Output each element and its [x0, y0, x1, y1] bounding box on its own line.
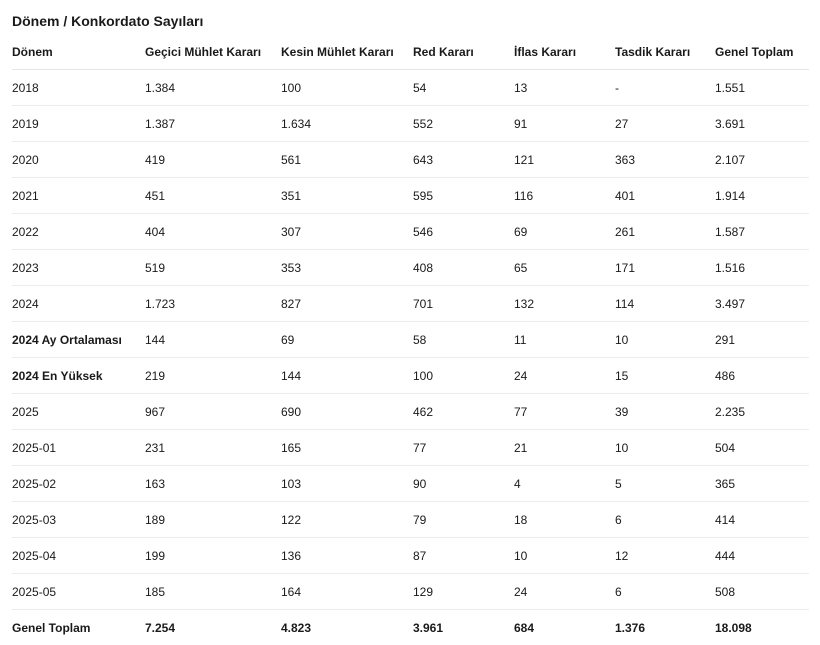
cell-red: 462 — [413, 394, 514, 430]
cell-gecici-muhlet: 231 — [145, 430, 281, 466]
cell-red: 77 — [413, 430, 514, 466]
cell-tasdik: 27 — [615, 106, 715, 142]
cell-gecici-muhlet: 189 — [145, 502, 281, 538]
cell-genel-toplam: 1.587 — [715, 214, 809, 250]
page-title: Dönem / Konkordato Sayıları — [12, 13, 203, 29]
cell-kesin-muhlet: 1.634 — [281, 106, 413, 142]
cell-genel-toplam: 3.497 — [715, 286, 809, 322]
cell-gecici-muhlet: 163 — [145, 466, 281, 502]
cell-donem: 2020 — [12, 142, 145, 178]
table-row — [12, 466, 809, 502]
total-cell-iflas: 684 — [514, 610, 615, 645]
cell-gecici-muhlet: 967 — [145, 394, 281, 430]
cell-genel-toplam: 504 — [715, 430, 809, 466]
header-gecici-muhlet: Geçici Mühlet Kararı — [145, 35, 281, 70]
table-body — [12, 70, 809, 645]
table-row — [12, 430, 809, 466]
cell-iflas: 13 — [514, 70, 615, 106]
cell-tasdik: 10 — [615, 322, 715, 358]
konkordato-table — [12, 35, 809, 645]
cell-tasdik: - — [615, 70, 715, 106]
cell-genel-toplam: 444 — [715, 538, 809, 574]
table-row — [12, 250, 809, 286]
cell-kesin-muhlet: 164 — [281, 574, 413, 610]
cell-iflas: 65 — [514, 250, 615, 286]
cell-kesin-muhlet: 353 — [281, 250, 413, 286]
table-row — [12, 142, 809, 178]
header-donem: Dönem — [12, 35, 145, 70]
cell-red: 595 — [413, 178, 514, 214]
cell-gecici-muhlet: 144 — [145, 322, 281, 358]
cell-iflas: 18 — [514, 502, 615, 538]
cell-genel-toplam: 291 — [715, 322, 809, 358]
cell-iflas: 10 — [514, 538, 615, 574]
cell-tasdik: 363 — [615, 142, 715, 178]
cell-kesin-muhlet: 307 — [281, 214, 413, 250]
cell-tasdik: 171 — [615, 250, 715, 286]
cell-tasdik: 6 — [615, 502, 715, 538]
cell-kesin-muhlet: 827 — [281, 286, 413, 322]
cell-tasdik: 10 — [615, 430, 715, 466]
total-row — [12, 610, 809, 645]
table-row — [12, 358, 809, 394]
cell-kesin-muhlet: 69 — [281, 322, 413, 358]
header-genel-toplam: Genel Toplam — [715, 35, 809, 70]
cell-iflas: 11 — [514, 322, 615, 358]
cell-gecici-muhlet: 519 — [145, 250, 281, 286]
cell-donem: 2024 En Yüksek — [12, 358, 145, 394]
cell-donem: 2025 — [12, 394, 145, 430]
table-row — [12, 178, 809, 214]
cell-gecici-muhlet: 451 — [145, 178, 281, 214]
cell-genel-toplam: 508 — [715, 574, 809, 610]
cell-donem: 2025-05 — [12, 574, 145, 610]
cell-iflas: 121 — [514, 142, 615, 178]
cell-red: 90 — [413, 466, 514, 502]
cell-tasdik: 5 — [615, 466, 715, 502]
cell-iflas: 4 — [514, 466, 615, 502]
cell-kesin-muhlet: 103 — [281, 466, 413, 502]
total-cell-kesin-muhlet: 4.823 — [281, 610, 413, 645]
cell-donem: 2025-02 — [12, 466, 145, 502]
cell-red: 129 — [413, 574, 514, 610]
cell-donem: 2023 — [12, 250, 145, 286]
cell-gecici-muhlet: 419 — [145, 142, 281, 178]
cell-red: 701 — [413, 286, 514, 322]
cell-gecici-muhlet: 404 — [145, 214, 281, 250]
table-row — [12, 574, 809, 610]
cell-tasdik: 15 — [615, 358, 715, 394]
header-red: Red Kararı — [413, 35, 514, 70]
cell-gecici-muhlet: 185 — [145, 574, 281, 610]
header-iflas: İflas Kararı — [514, 35, 615, 70]
table-row — [12, 286, 809, 322]
cell-donem: 2021 — [12, 178, 145, 214]
cell-donem: 2024 Ay Ortalaması — [12, 322, 145, 358]
cell-tasdik: 261 — [615, 214, 715, 250]
cell-gecici-muhlet: 1.387 — [145, 106, 281, 142]
cell-tasdik: 401 — [615, 178, 715, 214]
cell-iflas: 24 — [514, 358, 615, 394]
cell-iflas: 132 — [514, 286, 615, 322]
cell-donem: 2024 — [12, 286, 145, 322]
cell-tasdik: 114 — [615, 286, 715, 322]
cell-gecici-muhlet: 1.384 — [145, 70, 281, 106]
cell-iflas: 77 — [514, 394, 615, 430]
cell-iflas: 69 — [514, 214, 615, 250]
table-row — [12, 394, 809, 430]
cell-tasdik: 6 — [615, 574, 715, 610]
cell-kesin-muhlet: 561 — [281, 142, 413, 178]
cell-kesin-muhlet: 136 — [281, 538, 413, 574]
total-cell-red: 3.961 — [413, 610, 514, 645]
cell-genel-toplam: 486 — [715, 358, 809, 394]
cell-genel-toplam: 1.914 — [715, 178, 809, 214]
cell-red: 54 — [413, 70, 514, 106]
cell-tasdik: 39 — [615, 394, 715, 430]
total-cell-genel-toplam: 18.098 — [715, 610, 809, 645]
cell-genel-toplam: 2.107 — [715, 142, 809, 178]
table-row — [12, 70, 809, 106]
cell-red: 408 — [413, 250, 514, 286]
cell-red: 100 — [413, 358, 514, 394]
cell-kesin-muhlet: 690 — [281, 394, 413, 430]
table-row — [12, 322, 809, 358]
cell-red: 79 — [413, 502, 514, 538]
cell-iflas: 91 — [514, 106, 615, 142]
cell-genel-toplam: 3.691 — [715, 106, 809, 142]
cell-genel-toplam: 365 — [715, 466, 809, 502]
cell-kesin-muhlet: 122 — [281, 502, 413, 538]
cell-red: 643 — [413, 142, 514, 178]
cell-donem: 2025-04 — [12, 538, 145, 574]
cell-genel-toplam: 2.235 — [715, 394, 809, 430]
cell-donem: 2019 — [12, 106, 145, 142]
cell-kesin-muhlet: 165 — [281, 430, 413, 466]
cell-gecici-muhlet: 199 — [145, 538, 281, 574]
cell-gecici-muhlet: 1.723 — [145, 286, 281, 322]
cell-iflas: 24 — [514, 574, 615, 610]
cell-genel-toplam: 1.516 — [715, 250, 809, 286]
cell-red: 58 — [413, 322, 514, 358]
table-row — [12, 538, 809, 574]
cell-kesin-muhlet: 100 — [281, 70, 413, 106]
total-cell-gecici-muhlet: 7.254 — [145, 610, 281, 645]
cell-iflas: 21 — [514, 430, 615, 466]
cell-genel-toplam: 414 — [715, 502, 809, 538]
cell-genel-toplam: 1.551 — [715, 70, 809, 106]
total-cell-tasdik: 1.376 — [615, 610, 715, 645]
cell-kesin-muhlet: 351 — [281, 178, 413, 214]
cell-donem: 2025-01 — [12, 430, 145, 466]
header-kesin-muhlet: Kesin Mühlet Kararı — [281, 35, 413, 70]
cell-iflas: 116 — [514, 178, 615, 214]
header-tasdik: Tasdik Kararı — [615, 35, 715, 70]
table-row — [12, 502, 809, 538]
cell-gecici-muhlet: 219 — [145, 358, 281, 394]
cell-kesin-muhlet: 144 — [281, 358, 413, 394]
cell-red: 552 — [413, 106, 514, 142]
cell-red: 87 — [413, 538, 514, 574]
cell-donem: 2022 — [12, 214, 145, 250]
table-row — [12, 214, 809, 250]
cell-donem: 2018 — [12, 70, 145, 106]
cell-red: 546 — [413, 214, 514, 250]
cell-donem: 2025-03 — [12, 502, 145, 538]
table-row — [12, 106, 809, 142]
table-header-row — [12, 35, 809, 70]
total-cell-donem: Genel Toplam — [12, 610, 145, 645]
cell-tasdik: 12 — [615, 538, 715, 574]
